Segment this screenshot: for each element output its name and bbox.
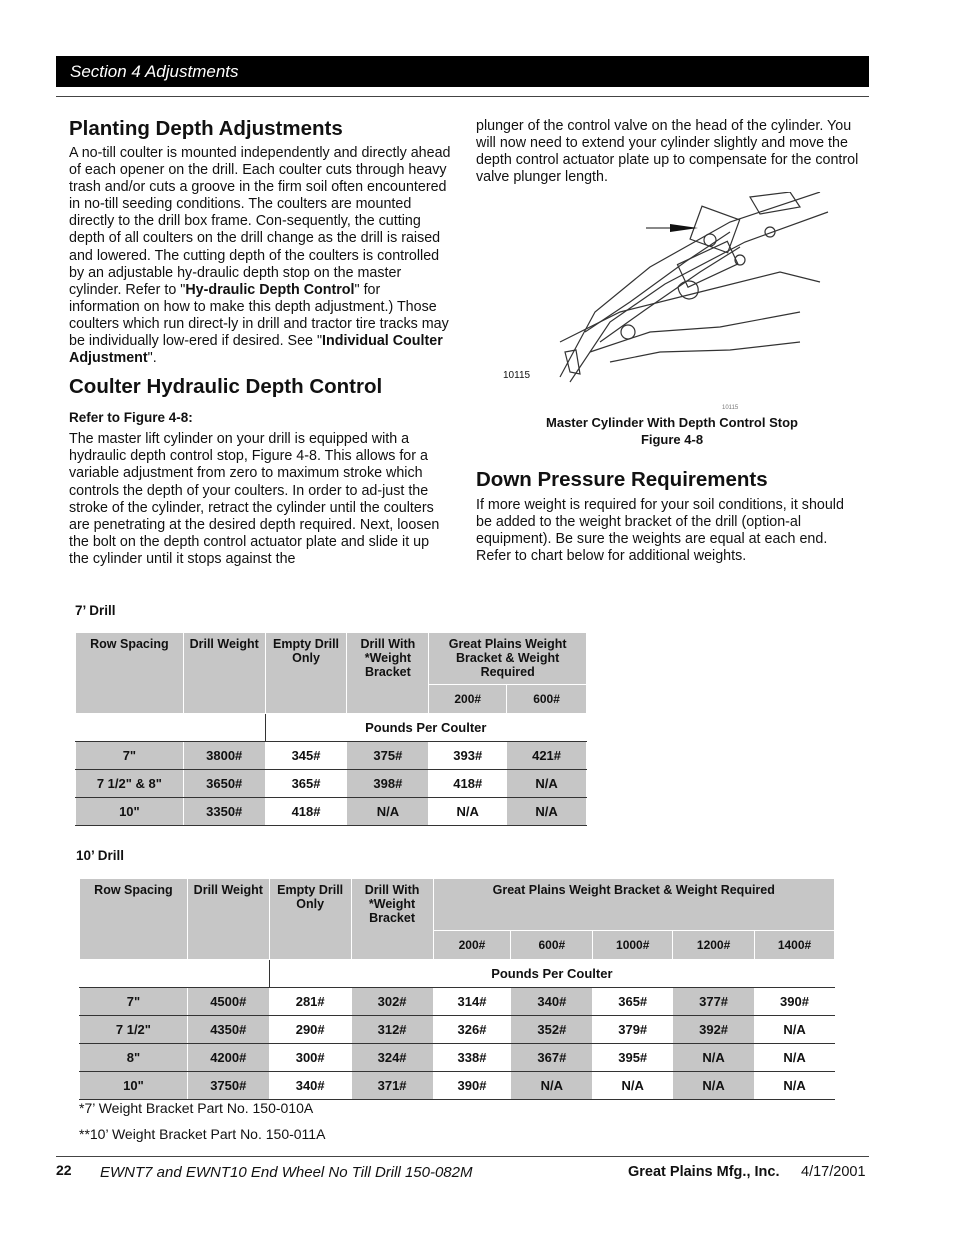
table-row — [80, 1072, 835, 1100]
table-row — [76, 742, 587, 770]
figure-label: 10115 — [503, 370, 531, 381]
blank-cell — [187, 960, 269, 988]
table-cell: 365# — [593, 988, 673, 1016]
table-cell: 375# — [347, 742, 429, 770]
table-cell: 7 1/2" — [80, 1016, 188, 1044]
master-cylinder-illustration — [500, 192, 830, 394]
col-header-empty-drill: Empty Drill Only — [265, 633, 347, 714]
table-cell: 345# — [265, 742, 347, 770]
blank-cell — [183, 714, 265, 742]
table-cell: 365# — [265, 770, 347, 798]
document-date: 4/17/2001 — [801, 1164, 866, 1180]
table-cell: 367# — [511, 1044, 593, 1072]
table-cell: 10" — [80, 1072, 188, 1100]
table-row — [80, 1044, 835, 1072]
section-title: Section 4 Adjustments — [70, 62, 239, 81]
weight-header: 200# — [433, 931, 511, 960]
weight-header: 1400# — [755, 931, 835, 960]
planting-title: Planting Depth Adjustments — [69, 117, 343, 140]
table-row — [80, 988, 835, 1016]
table-cell: 421# — [507, 742, 587, 770]
down-pressure-title: Down Pressure Requirements — [476, 468, 768, 491]
table-cell: N/A — [429, 798, 507, 826]
section-header-bar — [56, 56, 869, 87]
table-cell: 7 1/2" & 8" — [76, 770, 184, 798]
weight-header: 200# — [429, 685, 507, 714]
table-cell: 281# — [269, 988, 351, 1016]
table-cell: 390# — [755, 988, 835, 1016]
left-column — [69, 116, 452, 568]
table7-label: 7’ Drill — [75, 603, 116, 618]
coulter-body: The master lift cylinder on your drill is equipped with a hydraulic depth control stop, Figure 4-8. This allows for a variable adjustment from zero to maximum stroke which controls the depth of your coulters. In order to ad-just the stroke of the cylinder, retract the cylinder until the coulters are penetrating at the desired depth required. Next, loosen the bolt on the depth control actuator plate and slide it up the cylinder until it stops against the — [69, 431, 440, 567]
table-cell: N/A — [507, 770, 587, 798]
table-cell: N/A — [593, 1072, 673, 1100]
table-cell: 312# — [351, 1016, 433, 1044]
down-pressure-body: If more weight is required for your soil conditions, it should be added to the weight bracket of the drill (option-al equipment). Be sure the weights are equal at each end. Refer to chart below for additional weights. — [476, 497, 844, 565]
col-header-row-spacing: Row Spacing — [80, 879, 188, 960]
table-cell: N/A — [673, 1072, 755, 1100]
col-header-gp-weight: Great Plains Weight Bracket & Weight Required — [433, 879, 834, 931]
table-cell: 4500# — [187, 988, 269, 1016]
table-row — [76, 798, 587, 826]
table-cell: 324# — [351, 1044, 433, 1072]
table-cell: 290# — [269, 1016, 351, 1044]
table-cell: 326# — [433, 1016, 511, 1044]
table-cell: 390# — [433, 1072, 511, 1100]
table-cell: 338# — [433, 1044, 511, 1072]
figure-caption-title: Master Cylinder With Depth Control Stop — [546, 415, 798, 430]
header-rule — [56, 96, 869, 97]
table-cell: 395# — [593, 1044, 673, 1072]
col-header-with-bracket: Drill With *Weight Bracket — [347, 633, 429, 714]
company-name: Great Plains Mfg., Inc. — [628, 1164, 780, 1180]
col-header-empty-drill: Empty Drill Only — [269, 879, 351, 960]
table-cell: 340# — [511, 988, 593, 1016]
table-cell: 379# — [593, 1016, 673, 1044]
table-cell: N/A — [347, 798, 429, 826]
table-cell: N/A — [511, 1072, 593, 1100]
table-cell: N/A — [755, 1016, 835, 1044]
col-header-drill-weight: Drill Weight — [183, 633, 265, 714]
page-number: 22 — [56, 1162, 72, 1178]
blank-cell — [80, 960, 188, 988]
table-cell: 418# — [265, 798, 347, 826]
table-cell: 8" — [80, 1044, 188, 1072]
table-cell: 371# — [351, 1072, 433, 1100]
table-cell: 340# — [269, 1072, 351, 1100]
table10-label: 10’ Drill — [76, 848, 125, 863]
unit-label: Pounds Per Coulter — [269, 960, 834, 988]
coulter-body-continued: plunger of the control valve on the head of the cylinder. You will now need to extend your cylinder slightly and move the depth control actuator plate up to compensate for the control valve plunger length. — [476, 118, 859, 186]
table-cell: 7" — [76, 742, 184, 770]
table-cell: 4350# — [187, 1016, 269, 1044]
table-cell: 3650# — [183, 770, 265, 798]
table-cell: 377# — [673, 988, 755, 1016]
table7 — [75, 632, 587, 826]
right-column — [476, 116, 861, 186]
unit-label: Pounds Per Coulter — [265, 714, 586, 742]
table-cell: 3750# — [187, 1072, 269, 1100]
table-cell: 10" — [76, 798, 184, 826]
table-cell: 393# — [429, 742, 507, 770]
footnote-10ft: **10’ Weight Bracket Part No. 150-011A — [79, 1126, 326, 1142]
table-cell: 7" — [80, 988, 188, 1016]
figure-number: Figure 4-8 — [640, 432, 704, 447]
refer-figure: Refer to Figure 4-8: — [69, 410, 193, 426]
table-row — [76, 770, 587, 798]
document-title: EWNT7 and EWNT10 End Wheel No Till Drill 150-082M — [100, 1164, 473, 1181]
table-cell: 314# — [433, 988, 511, 1016]
col-header-gp-weight: Great Plains Weight Bracket & Weight Required — [429, 633, 587, 685]
footer-rule — [56, 1156, 869, 1157]
col-header-drill-weight: Drill Weight — [187, 879, 269, 960]
table-cell: 418# — [429, 770, 507, 798]
footnote-7ft: *7’ Weight Bracket Part No. 150-010A — [79, 1100, 314, 1116]
figure-small-label: 10115 — [722, 405, 739, 411]
table10 — [79, 878, 835, 1100]
table-cell: N/A — [507, 798, 587, 826]
figure-caption — [476, 414, 868, 448]
planting-body: A no-till coulter is mounted independently and directly ahead of each opener on the drill. Each coulter cuts through heavy trash and/or cuts a groove in the firm soil often encountered in no-till seeding conditions. The coulters are mounted directly to the drill box frame. Con-sequently, the cutting depth of all coulters on the drill change as the drill is raised and lowered. The cutting depth of the coulters is controlled by an adjustable hy-draulic depth stop on the master cylinder. Refer to "Hy-draulic Depth Control" for information on how to make this depth adjustment.) Those coulters which run direct-ly in drill and tractor tire tracks may be individually low-ered if desired. See "Individual Coulter Adjustment". — [69, 145, 451, 367]
table-cell: N/A — [755, 1072, 835, 1100]
weight-header: 600# — [511, 931, 593, 960]
table-cell: 302# — [351, 988, 433, 1016]
table-cell: 352# — [511, 1016, 593, 1044]
weight-header: 1000# — [593, 931, 673, 960]
table-cell: 3800# — [183, 742, 265, 770]
table-cell: N/A — [755, 1044, 835, 1072]
weight-header: 600# — [507, 685, 587, 714]
table-cell: N/A — [673, 1044, 755, 1072]
col-header-with-bracket: Drill With *Weight Bracket — [351, 879, 433, 960]
coulter-title: Coulter Hydraulic Depth Control — [69, 375, 383, 399]
table-cell: 398# — [347, 770, 429, 798]
col-header-row-spacing: Row Spacing — [76, 633, 184, 714]
table-row — [80, 1016, 835, 1044]
blank-cell — [76, 714, 184, 742]
table-cell: 3350# — [183, 798, 265, 826]
weight-header: 1200# — [673, 931, 755, 960]
table-cell: 4200# — [187, 1044, 269, 1072]
table-cell: 392# — [673, 1016, 755, 1044]
table-cell: 300# — [269, 1044, 351, 1072]
down-pressure-section — [476, 467, 861, 565]
